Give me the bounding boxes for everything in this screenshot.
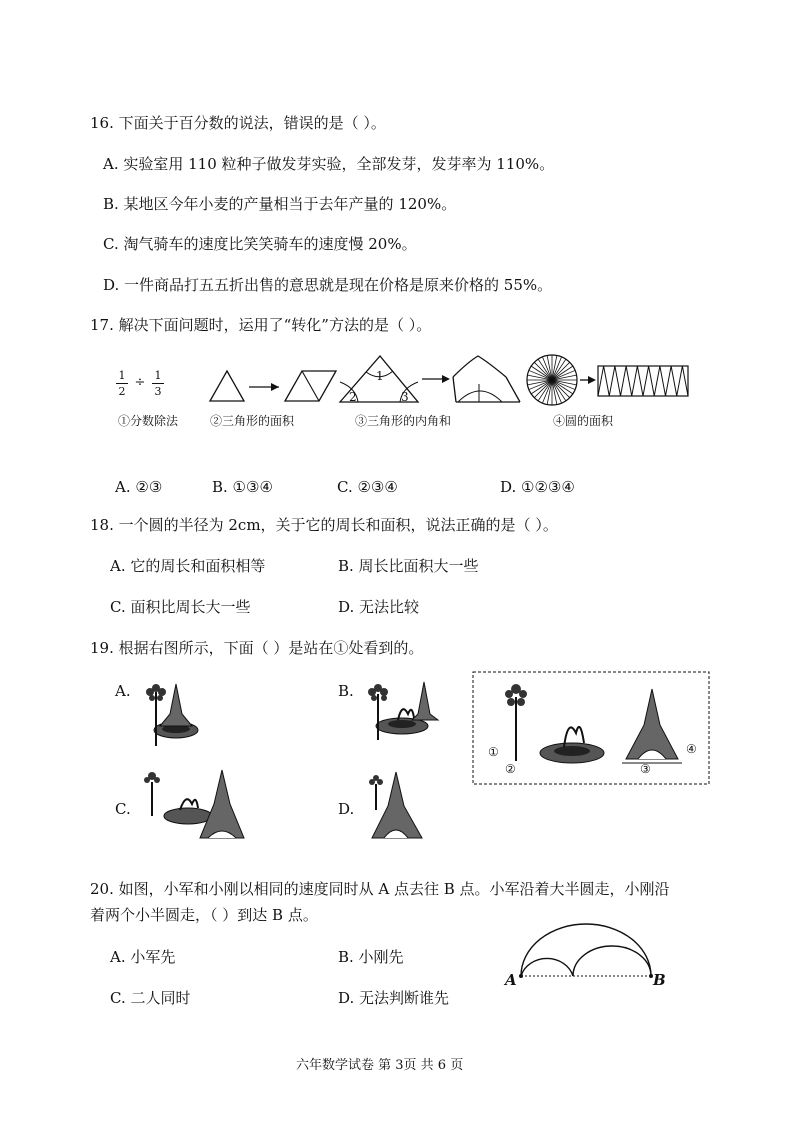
- angle-label-3: 3: [401, 390, 409, 404]
- angle-label-1: 1: [376, 369, 384, 383]
- q17-option-b: B. ①③④: [212, 478, 273, 496]
- q17-option-c: C. ②③④: [337, 478, 398, 496]
- semicircle-figure: [515, 918, 655, 980]
- q20-option-c: C. 二人同时: [110, 989, 191, 1007]
- fraction1-denominator: 2: [118, 385, 126, 398]
- triangle-angle-sum-figure: [338, 352, 524, 404]
- fraction2-bar: [152, 383, 164, 384]
- q18-stem: 18. 一个圆的半径为 2cm，关于它的周长和面积，说法正确的是（ ）。: [90, 516, 558, 534]
- view-a-image: [140, 674, 200, 754]
- circle-area-figure: [520, 354, 690, 406]
- q18-option-b: B. 周长比面积大一些: [338, 557, 479, 575]
- marker-1: ①: [488, 745, 499, 759]
- q20-option-b: B. 小刚先: [338, 948, 404, 966]
- q16-option-a: A. 实验室用 110 粒种子做发芽实验，全部发芽，发芽率为 110%。: [103, 155, 555, 173]
- fraction1-numerator: 1: [118, 369, 126, 382]
- point-a-label: A: [505, 971, 517, 989]
- q20-option-d: D. 无法判断谁先: [338, 989, 450, 1007]
- q16-option-d: D. 一件商品打五五折出售的意思就是现在价格是原来价格的 55%。: [103, 276, 553, 294]
- caption-triangle-area: ②三角形的面积: [210, 414, 295, 428]
- page-footer: 六年数学试卷 第 3页 共 6 页: [296, 1058, 464, 1073]
- view-d-image: [362, 766, 432, 846]
- marker-4: ④: [686, 742, 697, 756]
- q19-stem: 19. 根据右图所示，下面（ ）是站在①处看到的。: [90, 639, 424, 657]
- q17-stem: 17. 解决下面问题时，运用了“转化”方法的是（ ）。: [90, 316, 432, 334]
- q16-option-c: C. 淘气骑车的速度比笑笑骑车的速度慢 20%。: [103, 235, 417, 253]
- view-c-image: [138, 764, 248, 844]
- q20-stem-line1: 20. 如图，小军和小刚以相同的速度同时从 A 点去往 B 点。小军沿着大半圆走，小刚沿: [90, 880, 670, 898]
- q16-option-b: B. 某地区今年小麦的产量相当于去年产量的 120%。: [103, 195, 457, 213]
- q17-option-a: A. ②③: [115, 478, 163, 496]
- q16-stem: 16. 下面关于百分数的说法，错误的是（ ）。: [90, 114, 386, 132]
- caption-circle-area: ④圆的面积: [553, 414, 614, 428]
- fraction1-bar: [116, 383, 128, 384]
- angle-label-2: 2: [349, 390, 357, 404]
- q19-option-c: C.: [115, 800, 131, 818]
- fraction2-numerator: 1: [154, 369, 162, 382]
- q18-option-c: C. 面积比周长大一些: [110, 598, 251, 616]
- caption-fraction-division: ①分数除法: [118, 414, 179, 428]
- triangle-area-figure: [205, 365, 335, 405]
- point-b-label: B: [653, 971, 666, 989]
- marker-2: ②: [505, 762, 516, 776]
- q20-option-a: A. 小军先: [110, 948, 176, 966]
- q17-option-d: D. ①②③④: [500, 478, 575, 496]
- caption-triangle-angles: ③三角形的内角和: [355, 414, 452, 428]
- view-b-image: [362, 674, 442, 744]
- marker-3: ③: [640, 762, 651, 776]
- q20-stem-line2: 着两个小半圆走，（ ）到达 B 点。: [90, 906, 318, 924]
- q19-option-b: B.: [338, 682, 354, 700]
- fraction2-denominator: 3: [154, 385, 162, 398]
- q19-option-d: D.: [338, 800, 355, 818]
- q18-option-a: A. 它的周长和面积相等: [110, 557, 266, 575]
- division-sign: ÷: [134, 375, 146, 390]
- q19-option-a: A.: [115, 682, 131, 700]
- q18-option-d: D. 无法比较: [338, 598, 420, 616]
